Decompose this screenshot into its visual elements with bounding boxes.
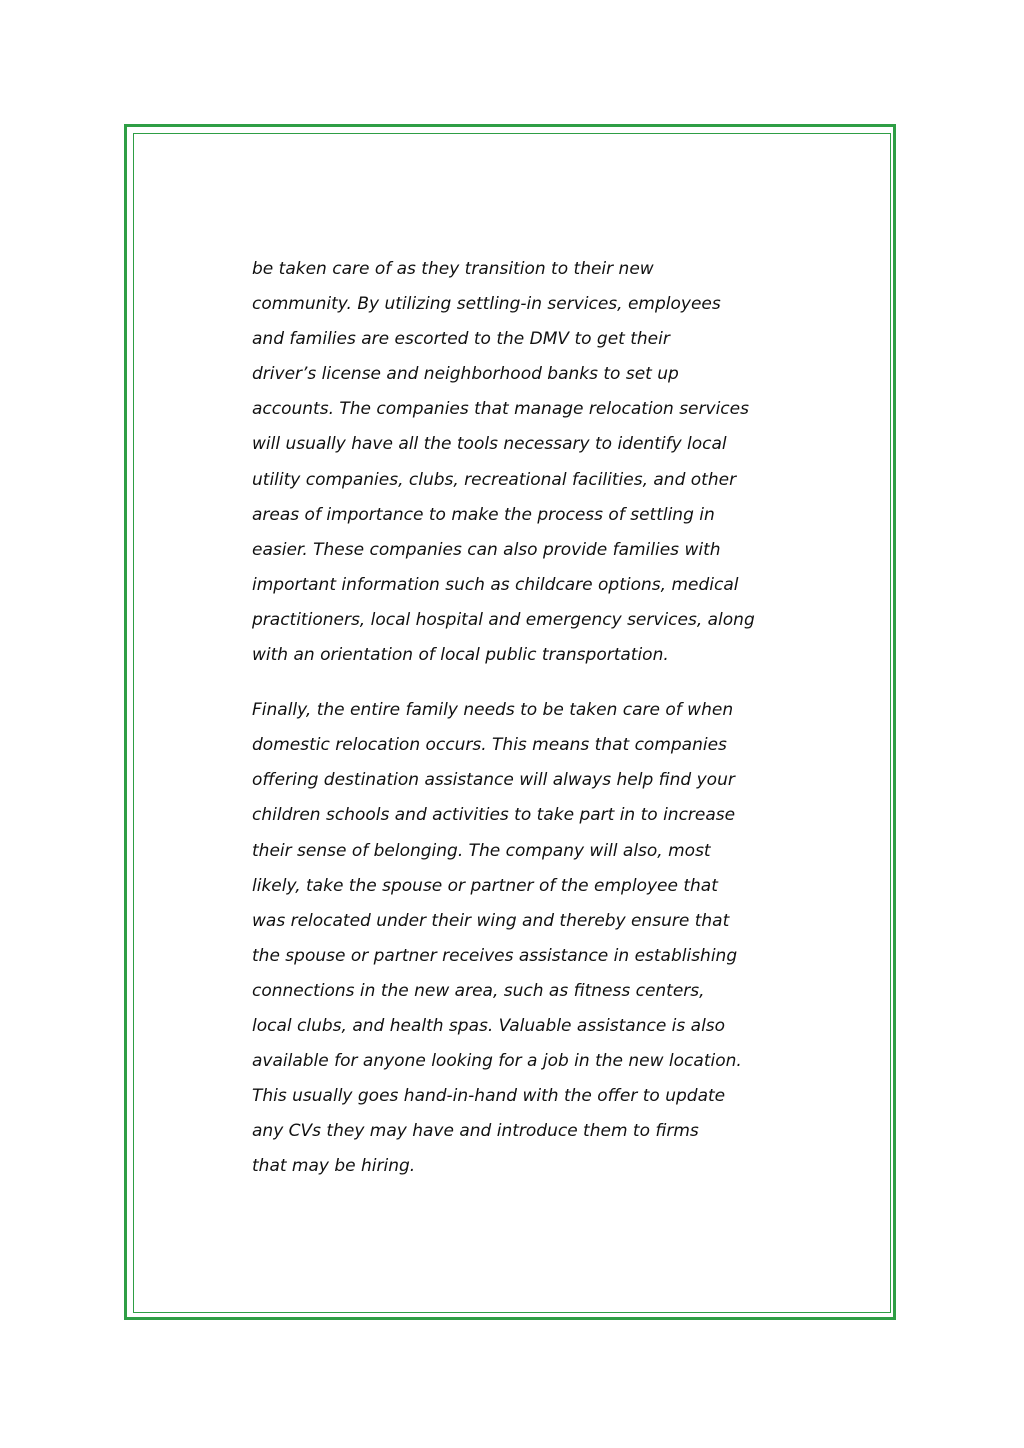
document-body: [252, 252, 782, 1184]
text-line: areas of importance to make the process of settling in: [252, 504, 715, 525]
text-line: local clubs, and health spas. Valuable assistance is also: [252, 1015, 726, 1036]
text-line: was relocated under their wing and thereby ensure that: [252, 910, 730, 931]
text-line: Finally, the entire family needs to be taken care of when: [252, 700, 734, 721]
text-line: the spouse or partner receives assistance in establishing: [252, 945, 738, 966]
text-line: practitioners, local hospital and emergency services, along: [252, 609, 755, 630]
text-line: children schools and activities to take part in to increase: [252, 805, 736, 826]
text-line: easier. These companies can also provide families with: [252, 539, 721, 560]
text-line: and families are escorted to the DMV to get their: [252, 329, 670, 350]
text-line: that may be hiring.: [252, 1156, 416, 1177]
paragraph: [252, 693, 782, 1184]
text-line: will usually have all the tools necessary to identify local: [252, 434, 727, 455]
paragraph: [252, 252, 782, 673]
text-line: This usually goes hand-in-hand with the offer to update: [252, 1086, 726, 1107]
text-line: driver’s license and neighborhood banks to set up: [252, 364, 679, 385]
text-line: utility companies, clubs, recreational facilities, and other: [252, 469, 737, 490]
text-line: their sense of belonging. The company will also, most: [252, 840, 711, 861]
text-line: available for anyone looking for a job in the new location.: [252, 1051, 742, 1072]
text-line: likely, take the spouse or partner of the employee that: [252, 875, 718, 896]
text-line: with an orientation of local public transportation.: [252, 645, 669, 666]
text-line: be taken care of as they transition to their new: [252, 259, 654, 279]
text-line: any CVs they may have and introduce them to firms: [252, 1121, 699, 1142]
text-line: connections in the new area, such as fitness centers,: [252, 980, 705, 1001]
text-line: accounts. The companies that manage relocation services: [252, 399, 749, 420]
text-line: community. By utilizing settling-in services, employees: [252, 294, 721, 315]
text-line: offering destination assistance will always help find your: [252, 770, 735, 791]
text-line: important information such as childcare options, medical: [252, 574, 739, 595]
text-line: domestic relocation occurs. This means that companies: [252, 735, 727, 756]
